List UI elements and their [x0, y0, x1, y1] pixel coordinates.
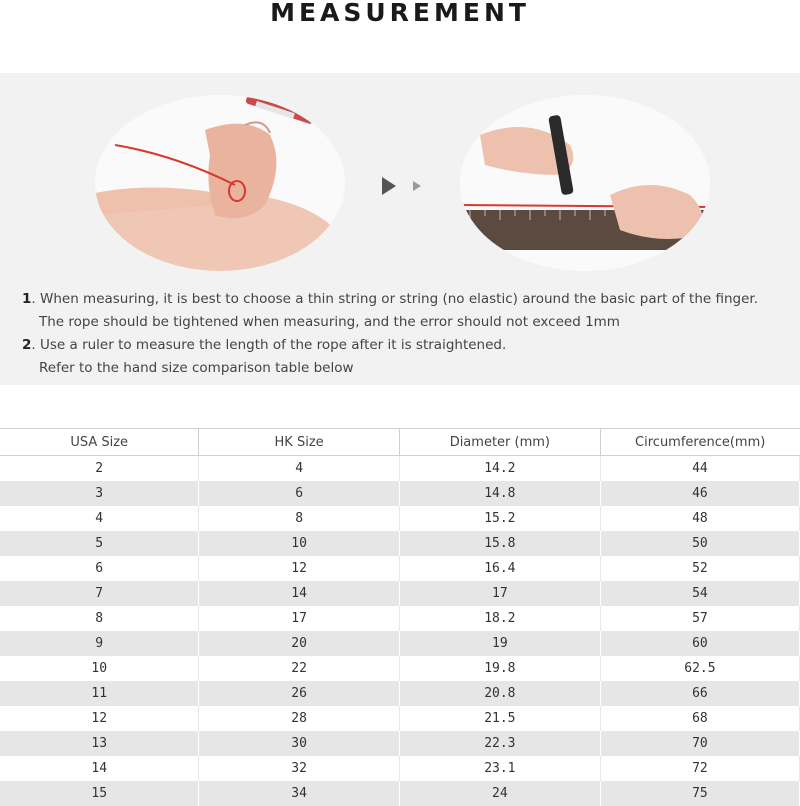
- cell-circumference: 60: [600, 631, 799, 656]
- cell-circumference: 46: [600, 481, 799, 506]
- table-row: [0, 531, 800, 556]
- instruction-text: . When measuring, it is best to choose a thin string or string (no elastic) around the basic part of the finger.: [31, 291, 758, 307]
- cell-usa-size: 14: [0, 756, 199, 781]
- cell-usa-size: 8: [0, 606, 199, 631]
- instruction-2: [22, 334, 792, 357]
- instruction-panel: [0, 73, 800, 385]
- instruction-number: 2: [22, 337, 31, 353]
- table-row: [0, 706, 800, 731]
- cell-hk-size: 14: [199, 581, 399, 606]
- table-row: [0, 681, 800, 706]
- cell-circumference: 70: [600, 731, 799, 756]
- cell-hk-size: 12: [199, 556, 399, 581]
- ruler-photo-icon: [460, 95, 710, 271]
- cell-circumference: 52: [600, 556, 799, 581]
- cell-usa-size: 3: [0, 481, 199, 506]
- cell-circumference: 66: [600, 681, 799, 706]
- arrow-right-icon: [380, 173, 430, 199]
- cell-circumference: 75: [600, 781, 799, 806]
- instruction-text: Refer to the hand size comparison table below: [22, 357, 792, 380]
- cell-diameter: 17: [399, 581, 600, 606]
- header-hk-size: HK Size: [199, 429, 399, 456]
- table-row: [0, 781, 800, 806]
- cell-diameter: 23.1: [399, 756, 600, 781]
- cell-diameter: 21.5: [399, 706, 600, 731]
- cell-circumference: 57: [600, 606, 799, 631]
- cell-hk-size: 26: [199, 681, 399, 706]
- instruction-text: The rope should be tightened when measuring, and the error should not exceed 1mm: [22, 311, 792, 334]
- cell-hk-size: 6: [199, 481, 399, 506]
- instruction-text: . Use a ruler to measure the length of the rope after it is straightened.: [31, 337, 506, 353]
- page-title: MEASUREMENT: [0, 0, 800, 30]
- cell-hk-size: 34: [199, 781, 399, 806]
- cell-usa-size: 12: [0, 706, 199, 731]
- cell-circumference: 50: [600, 531, 799, 556]
- cell-diameter: 22.3: [399, 731, 600, 756]
- table-row: [0, 556, 800, 581]
- cell-hk-size: 20: [199, 631, 399, 656]
- cell-usa-size: 15: [0, 781, 199, 806]
- cell-diameter: 14.2: [399, 456, 600, 482]
- cell-hk-size: 8: [199, 506, 399, 531]
- cell-hk-size: 17: [199, 606, 399, 631]
- table-row: [0, 581, 800, 606]
- header-usa-size: USA Size: [0, 429, 199, 456]
- cell-hk-size: 10: [199, 531, 399, 556]
- cell-diameter: 15.8: [399, 531, 600, 556]
- cell-usa-size: 2: [0, 456, 199, 482]
- cell-hk-size: 22: [199, 656, 399, 681]
- ring-size-table: [0, 428, 800, 806]
- cell-circumference: 72: [600, 756, 799, 781]
- cell-hk-size: 32: [199, 756, 399, 781]
- cell-circumference: 44: [600, 456, 799, 482]
- table-header-row: [0, 429, 800, 456]
- cell-usa-size: 10: [0, 656, 199, 681]
- cell-circumference: 68: [600, 706, 799, 731]
- cell-hk-size: 4: [199, 456, 399, 482]
- table-row: [0, 731, 800, 756]
- table-row: [0, 606, 800, 631]
- instructions: [22, 288, 792, 380]
- hand-string-photo-icon: [95, 95, 345, 271]
- cell-usa-size: 4: [0, 506, 199, 531]
- cell-usa-size: 6: [0, 556, 199, 581]
- cell-diameter: 19: [399, 631, 600, 656]
- instruction-number: 1: [22, 291, 31, 307]
- cell-usa-size: 13: [0, 731, 199, 756]
- table-row: [0, 656, 800, 681]
- cell-diameter: 19.8: [399, 656, 600, 681]
- instruction-1: [22, 288, 792, 311]
- cell-usa-size: 11: [0, 681, 199, 706]
- table-row: [0, 631, 800, 656]
- header-circumference: Circumference(mm): [600, 429, 799, 456]
- table-row: [0, 756, 800, 781]
- cell-usa-size: 9: [0, 631, 199, 656]
- cell-usa-size: 7: [0, 581, 199, 606]
- cell-diameter: 20.8: [399, 681, 600, 706]
- cell-circumference: 48: [600, 506, 799, 531]
- header-diameter: Diameter (mm): [399, 429, 600, 456]
- cell-circumference: 62.5: [600, 656, 799, 681]
- cell-diameter: 24: [399, 781, 600, 806]
- table-body: [0, 456, 800, 806]
- cell-hk-size: 28: [199, 706, 399, 731]
- cell-circumference: 54: [600, 581, 799, 606]
- cell-hk-size: 30: [199, 731, 399, 756]
- table-row: [0, 481, 800, 506]
- table-row: [0, 506, 800, 531]
- cell-diameter: 15.2: [399, 506, 600, 531]
- table-row: [0, 456, 800, 482]
- cell-diameter: 14.8: [399, 481, 600, 506]
- cell-diameter: 16.4: [399, 556, 600, 581]
- cell-diameter: 18.2: [399, 606, 600, 631]
- cell-usa-size: 5: [0, 531, 199, 556]
